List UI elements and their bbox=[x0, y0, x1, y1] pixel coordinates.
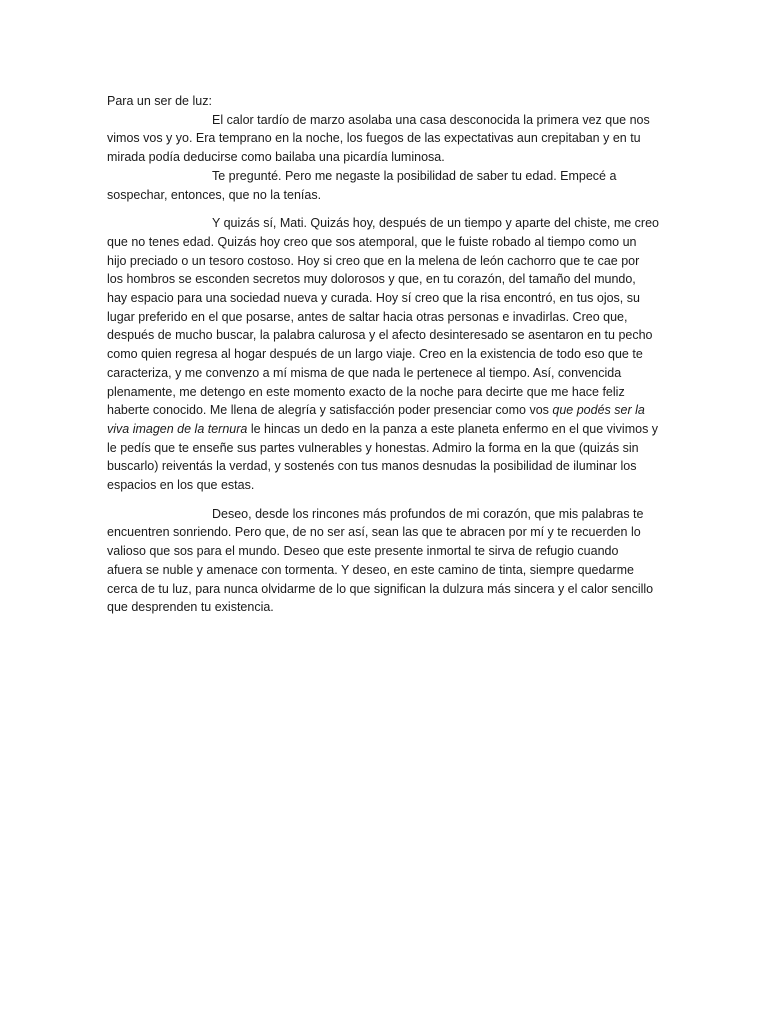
paragraph-line: valioso que sos para el mundo. Deseo que este presente inmortal te sirva de refugio cuando bbox=[107, 544, 619, 559]
paragraph-line: Deseo, desde los rincones más profundos de mi corazón, que mis palabras te bbox=[212, 506, 644, 521]
paragraph-line: Y quizás sí, Mati. Quizás hoy, después de un tiempo y aparte del chiste, me creo bbox=[212, 216, 659, 231]
paragraph-3 bbox=[107, 214, 675, 495]
paragraph-line: los hombros se esconden secretos muy dolorosos y que, en tu corazón, del tamaño del mundo, bbox=[107, 272, 636, 287]
paragraph-line: como quien regresa al hogar después de un largo viaje. Creo en la existencia de todo eso que te bbox=[107, 347, 643, 362]
paragraph-line: Te pregunté. Pero me negaste la posibilidad de saber tu edad. Empecé a bbox=[212, 168, 617, 183]
paragraph-line: le pedís que te enseñe sus partes vulnerables y honestas. Admiro la forma en la que (quizás sin bbox=[107, 440, 639, 455]
paragraph-line: que no tenes edad. Quizás hoy creo que sos atemporal, que le fuiste robado al tiempo como un bbox=[107, 234, 637, 249]
paragraph-line: El calor tardío de marzo asolaba una casa desconocida la primera vez que nos bbox=[212, 112, 650, 127]
paragraph-line bbox=[107, 401, 675, 420]
paragraph-line: encuentren sonriendo. Pero que, de no ser así, sean las que te abracen por mí y te recuerden lo bbox=[107, 525, 641, 540]
paragraph-line: cerca de tu luz, para nunca olvidarme de lo que significan la dulzura más sincera y el calor sencillo bbox=[107, 581, 654, 596]
paragraph-spacer bbox=[107, 495, 675, 505]
paragraph-line: después de mucho buscar, la palabra calurosa y el afecto desinteresado se asentaron en tu pecho bbox=[107, 328, 653, 343]
paragraph-line: buscarlo) reiventás la verdad, y sostenés con tus manos desnudas la posibilidad de iluminar los bbox=[107, 459, 637, 474]
paragraph-line: caracteriza, y me convenzo a mí misma de que nada le pertenece al tiempo. Así, convencida bbox=[107, 365, 622, 380]
paragraph-line: sospechar, entonces, que no la tenías. bbox=[107, 187, 322, 202]
line-text: haberte conocido. Me llena de alegría y satisfacción poder presenciar como vos bbox=[107, 403, 553, 418]
paragraph-line: hay espacio para una sociedad nueva y curada. Hoy sí creo que la risa encontró, en tus ojos, su bbox=[107, 291, 640, 306]
paragraph-1 bbox=[107, 111, 675, 167]
paragraph-line bbox=[107, 420, 675, 439]
line-text: le hincas un dedo en la panza a este planeta enfermo en el que vivimos y bbox=[247, 421, 659, 436]
paragraph-line: que desprenden tu existencia. bbox=[107, 600, 274, 615]
italic-quote: viva imagen de la ternura bbox=[107, 421, 248, 436]
paragraph-line: espacios en los que estas. bbox=[107, 478, 255, 493]
paragraph-2 bbox=[107, 167, 675, 204]
letter-page bbox=[107, 92, 675, 617]
paragraph-line: mirada podía deducirse como bailaba una picardía luminosa. bbox=[107, 150, 445, 165]
paragraph-4 bbox=[107, 505, 675, 617]
paragraph-line: hijo preciado o un tesoro costoso. Hoy si creo que en la melena de león cachorro que te cae por bbox=[107, 253, 640, 268]
paragraph-line: lugar preferido en el que posarse, antes de saltar hacia otras personas e invadirlas. Creo que, bbox=[107, 309, 628, 324]
paragraph-line: afuera se nuble y amenace con tormenta. Y deseo, en este camino de tinta, siempre quedarme bbox=[107, 562, 634, 577]
paragraph-spacer bbox=[107, 204, 675, 214]
salutation: Para un ser de luz: bbox=[107, 94, 212, 108]
paragraph-line: vimos vos y yo. Era temprano en la noche, los fuegos de las expectativas aun crepitaban y en tu bbox=[107, 131, 641, 146]
paragraph-line: plenamente, me detengo en este momento exacto de la noche para decirte que me hace feliz bbox=[107, 384, 625, 399]
italic-quote: que podés ser la bbox=[552, 403, 645, 418]
